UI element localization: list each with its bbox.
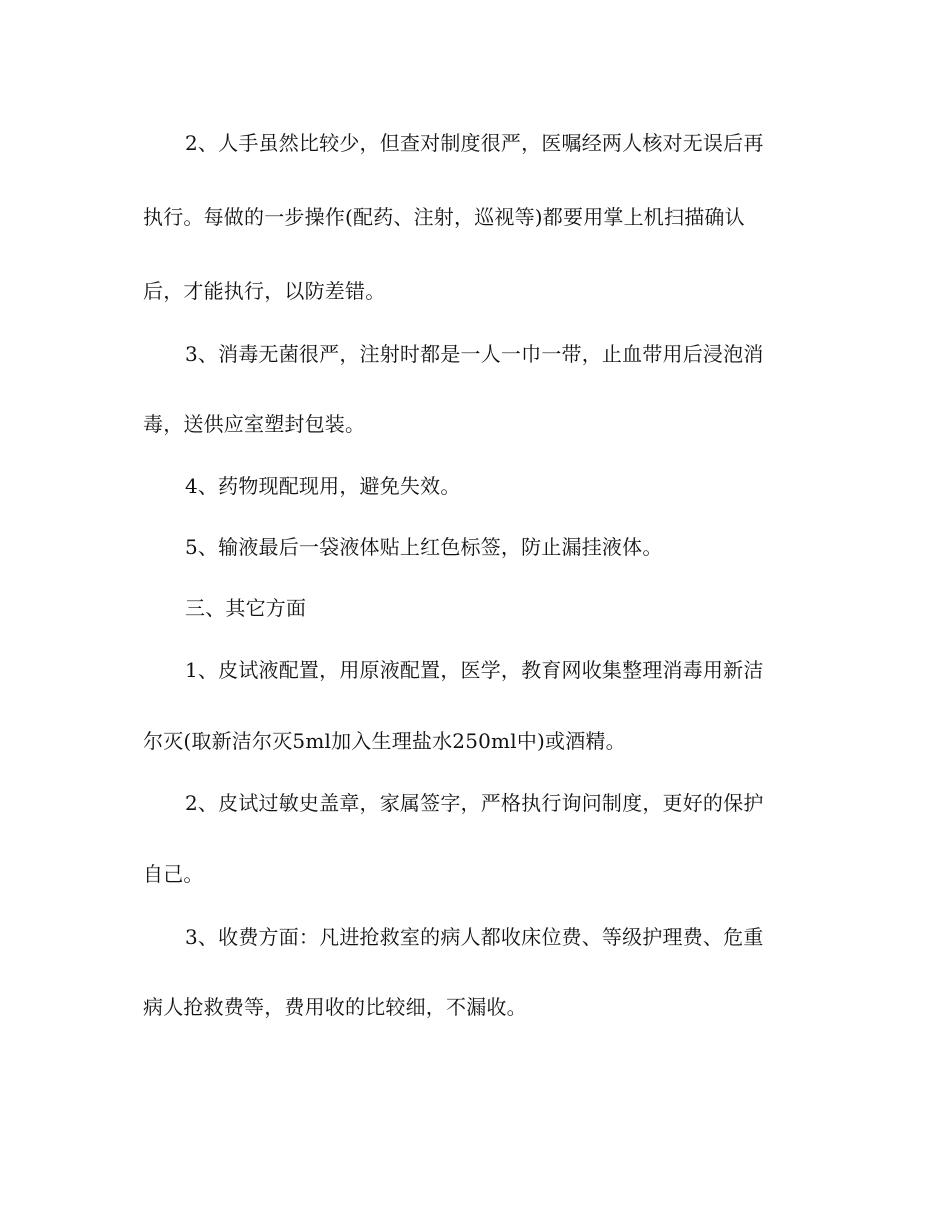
paragraph-line: 后，才能执行，以防差错。 <box>143 279 386 303</box>
paragraph-line: 2、皮试过敏史盖章，家属签字，严格执行询问制度，更好的保护 <box>185 791 764 815</box>
paragraph-line: 2、人手虽然比较少，但查对制度很严，医嘱经两人核对无误后再 <box>185 131 764 155</box>
paragraph-line: 3、消毒无菌很严，注射时都是一人一巾一带，止血带用后浸泡消 <box>185 342 764 366</box>
paragraph-line: 4、药物现配现用，避免失效。 <box>185 474 461 498</box>
paragraph-line: 病人抢救费等，费用收的比较细，不漏收。 <box>143 995 527 1019</box>
paragraph-line: 3、收费方面：凡进抢救室的病人都收床位费、等级护理费、危重 <box>185 925 764 949</box>
paragraph-line: 毒，送供应室塑封包装。 <box>143 412 366 436</box>
section-heading: 三、其它方面 <box>185 596 307 620</box>
paragraph-line: 执行。每做的一步操作(配药、注射，巡视等)都要用掌上机扫描确认 <box>143 205 745 229</box>
paragraph-line: 1、皮试液配置，用原液配置，医学，教育网收集整理消毒用新洁 <box>185 658 764 682</box>
paragraph-line: 尔灭(取新洁尔灭5ml加入生理盐水250ml中)或酒精。 <box>143 729 626 753</box>
paragraph-line: 5、输液最后一袋液体贴上红色标签，防止漏挂液体。 <box>185 535 663 559</box>
paragraph-line: 自己。 <box>143 862 204 886</box>
